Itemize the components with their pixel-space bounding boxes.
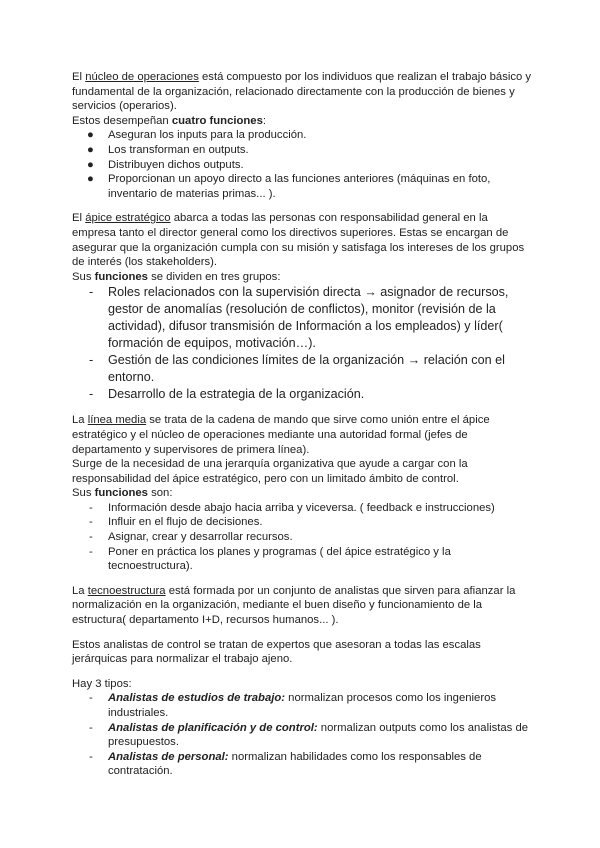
bullet-marker: ● bbox=[87, 129, 94, 142]
list-item bbox=[72, 284, 534, 352]
technostructure-types-list bbox=[72, 691, 534, 779]
middle-line-functions-heading bbox=[72, 486, 534, 501]
middle-line-term: línea media bbox=[87, 414, 147, 427]
strategic-apex-functions-heading bbox=[72, 270, 534, 285]
bullet-marker: ● bbox=[87, 158, 94, 171]
text-span: son: bbox=[147, 487, 173, 500]
dash-marker: - bbox=[89, 516, 93, 529]
list-item bbox=[72, 352, 534, 386]
text-span: Sus bbox=[72, 270, 95, 283]
text-span: está formada por un conjunto de analistas que sirven para afianzar la normalización en la organización, mediante el buen diseño y funcionamiento de la estructura( departamento I+D, recursos humanos... ). bbox=[72, 584, 516, 627]
list-item bbox=[72, 143, 534, 158]
list-item bbox=[72, 501, 534, 516]
technostructure-paragraph bbox=[72, 584, 534, 628]
document-page bbox=[72, 70, 534, 779]
list-item-text: Los transforman en outputs. bbox=[108, 143, 249, 156]
dash-marker: - bbox=[89, 387, 94, 402]
list-item bbox=[72, 128, 534, 143]
text-span: El bbox=[72, 71, 86, 83]
type-label: Analistas de personal: bbox=[108, 750, 229, 763]
middle-line-paragraph-2: Surge de la necesidad de una jerarquía organizativa que ayude a cargar con la responsabilidad del ápice estratégico, pero con un limitado ámbito de control. bbox=[72, 458, 468, 485]
text-span: se trata de la cadena de mando que sirve como unión entre el ápice estratégico y el núcleo de operaciones mediante una autoridad formal (jefes de departamento y supervisores de primera línea). bbox=[72, 414, 490, 456]
text-span: Estos desempeñan bbox=[72, 114, 172, 127]
dash-marker: - bbox=[89, 692, 93, 705]
dash-marker: - bbox=[89, 353, 94, 368]
list-item bbox=[72, 750, 534, 779]
list-item-text: normalizan procesos como los ingenieros industriales. bbox=[108, 692, 497, 719]
list-item-text: Desarrollo de la estrategia de la organización. bbox=[108, 387, 365, 402]
text-span: La bbox=[72, 584, 88, 597]
list-item-text: Distribuyen dichos outputs. bbox=[108, 158, 244, 171]
list-item bbox=[72, 172, 534, 201]
dash-marker: - bbox=[89, 721, 93, 734]
bold-term: funciones bbox=[94, 270, 148, 283]
strategic-apex-paragraph bbox=[72, 211, 534, 269]
list-item-text: normalizan outputs como los analistas de presupuestos. bbox=[108, 721, 529, 749]
text-span: La bbox=[72, 414, 88, 427]
technostructure-paragraph-2: Estos analistas de control se tratan de expertos que asesoran a todas las escalas jerárquicas para normalizar el trabajo ajeno. bbox=[72, 638, 481, 666]
list-item-text: Aseguran los inputs para la producción. bbox=[108, 129, 307, 142]
list-item bbox=[72, 721, 534, 750]
operating-core-functions-heading bbox=[72, 114, 534, 129]
list-item-text: Proporcionan un apoyo directo a las funciones anteriores (máquinas en foto, inventario de materias primas... ). bbox=[108, 173, 491, 200]
type-label: Analistas de estudios de trabajo: bbox=[108, 692, 286, 705]
bullet-marker: ● bbox=[87, 143, 94, 156]
list-item-text: Poner en práctica los planes y programas ( del ápice estratégico y la tecnoestructura). bbox=[108, 545, 451, 573]
text-span: abarca a todas las personas con responsabilidad general en la empresa tanto el director general como los directivos superiores. Estas se encargan de asegurar que la organización cumpla con su misión y satisfaga los intereses de los grupos de interés (los stakeholders). bbox=[72, 212, 525, 269]
list-item bbox=[72, 691, 534, 720]
dash-marker: - bbox=[89, 531, 93, 544]
list-item bbox=[72, 158, 534, 173]
operating-core-list bbox=[72, 128, 534, 201]
list-item-text: Información desde abajo hacia arriba y viceversa. ( feedback e instrucciones) bbox=[108, 501, 495, 514]
text-span: se dividen en tres grupos: bbox=[147, 270, 281, 283]
dash-marker: - bbox=[89, 501, 93, 514]
text-span: está compuesto por los individuos que realizan el trabajo básico y fundamental de la organización, relacionado directamente con la producción de bienes y servicios (operarios). bbox=[72, 71, 532, 113]
operating-core-term: núcleo de operaciones bbox=[85, 71, 199, 83]
strategic-apex-term: ápice estratégico bbox=[85, 212, 171, 225]
list-item-text: normalizan habilidades como los responsables de contratación. bbox=[108, 750, 482, 778]
list-item bbox=[72, 545, 534, 574]
list-item bbox=[72, 530, 534, 545]
technostructure-types-intro: Hay 3 tipos: bbox=[72, 677, 132, 690]
strategic-apex-list bbox=[72, 284, 534, 403]
dash-marker: - bbox=[89, 545, 93, 558]
text-span: Sus bbox=[72, 487, 95, 500]
dash-marker: - bbox=[89, 750, 93, 763]
middle-line-paragraph bbox=[72, 413, 534, 457]
list-item-text: Influir en el flujo de decisiones. bbox=[108, 516, 263, 529]
text-span: El bbox=[72, 212, 86, 225]
list-item bbox=[72, 386, 534, 403]
list-item-text: Gestión de las condiciones límites de la organización → relación con el entorno. bbox=[108, 353, 505, 385]
dash-marker: - bbox=[89, 285, 94, 300]
middle-line-list bbox=[72, 501, 534, 574]
list-item-text: Roles relacionados con la supervisión directa → asignador de recursos, gestor de anomalías (resolución de conflictos), monitor (revisión de la actividad), difusor transmisión de Información a los empleados) y líder( formación de equipos, motivación…). bbox=[108, 285, 509, 351]
bullet-marker: ● bbox=[87, 173, 94, 186]
type-label: Analistas de planificación y de control: bbox=[108, 721, 318, 734]
operating-core-paragraph bbox=[72, 70, 534, 114]
technostructure-term: tecnoestructura bbox=[87, 584, 166, 597]
bold-term: funciones bbox=[94, 487, 148, 500]
list-item-text: Asignar, crear y desarrollar recursos. bbox=[108, 531, 293, 544]
list-item bbox=[72, 515, 534, 530]
text-span: : bbox=[262, 114, 267, 127]
bold-term: cuatro funciones bbox=[171, 114, 263, 127]
